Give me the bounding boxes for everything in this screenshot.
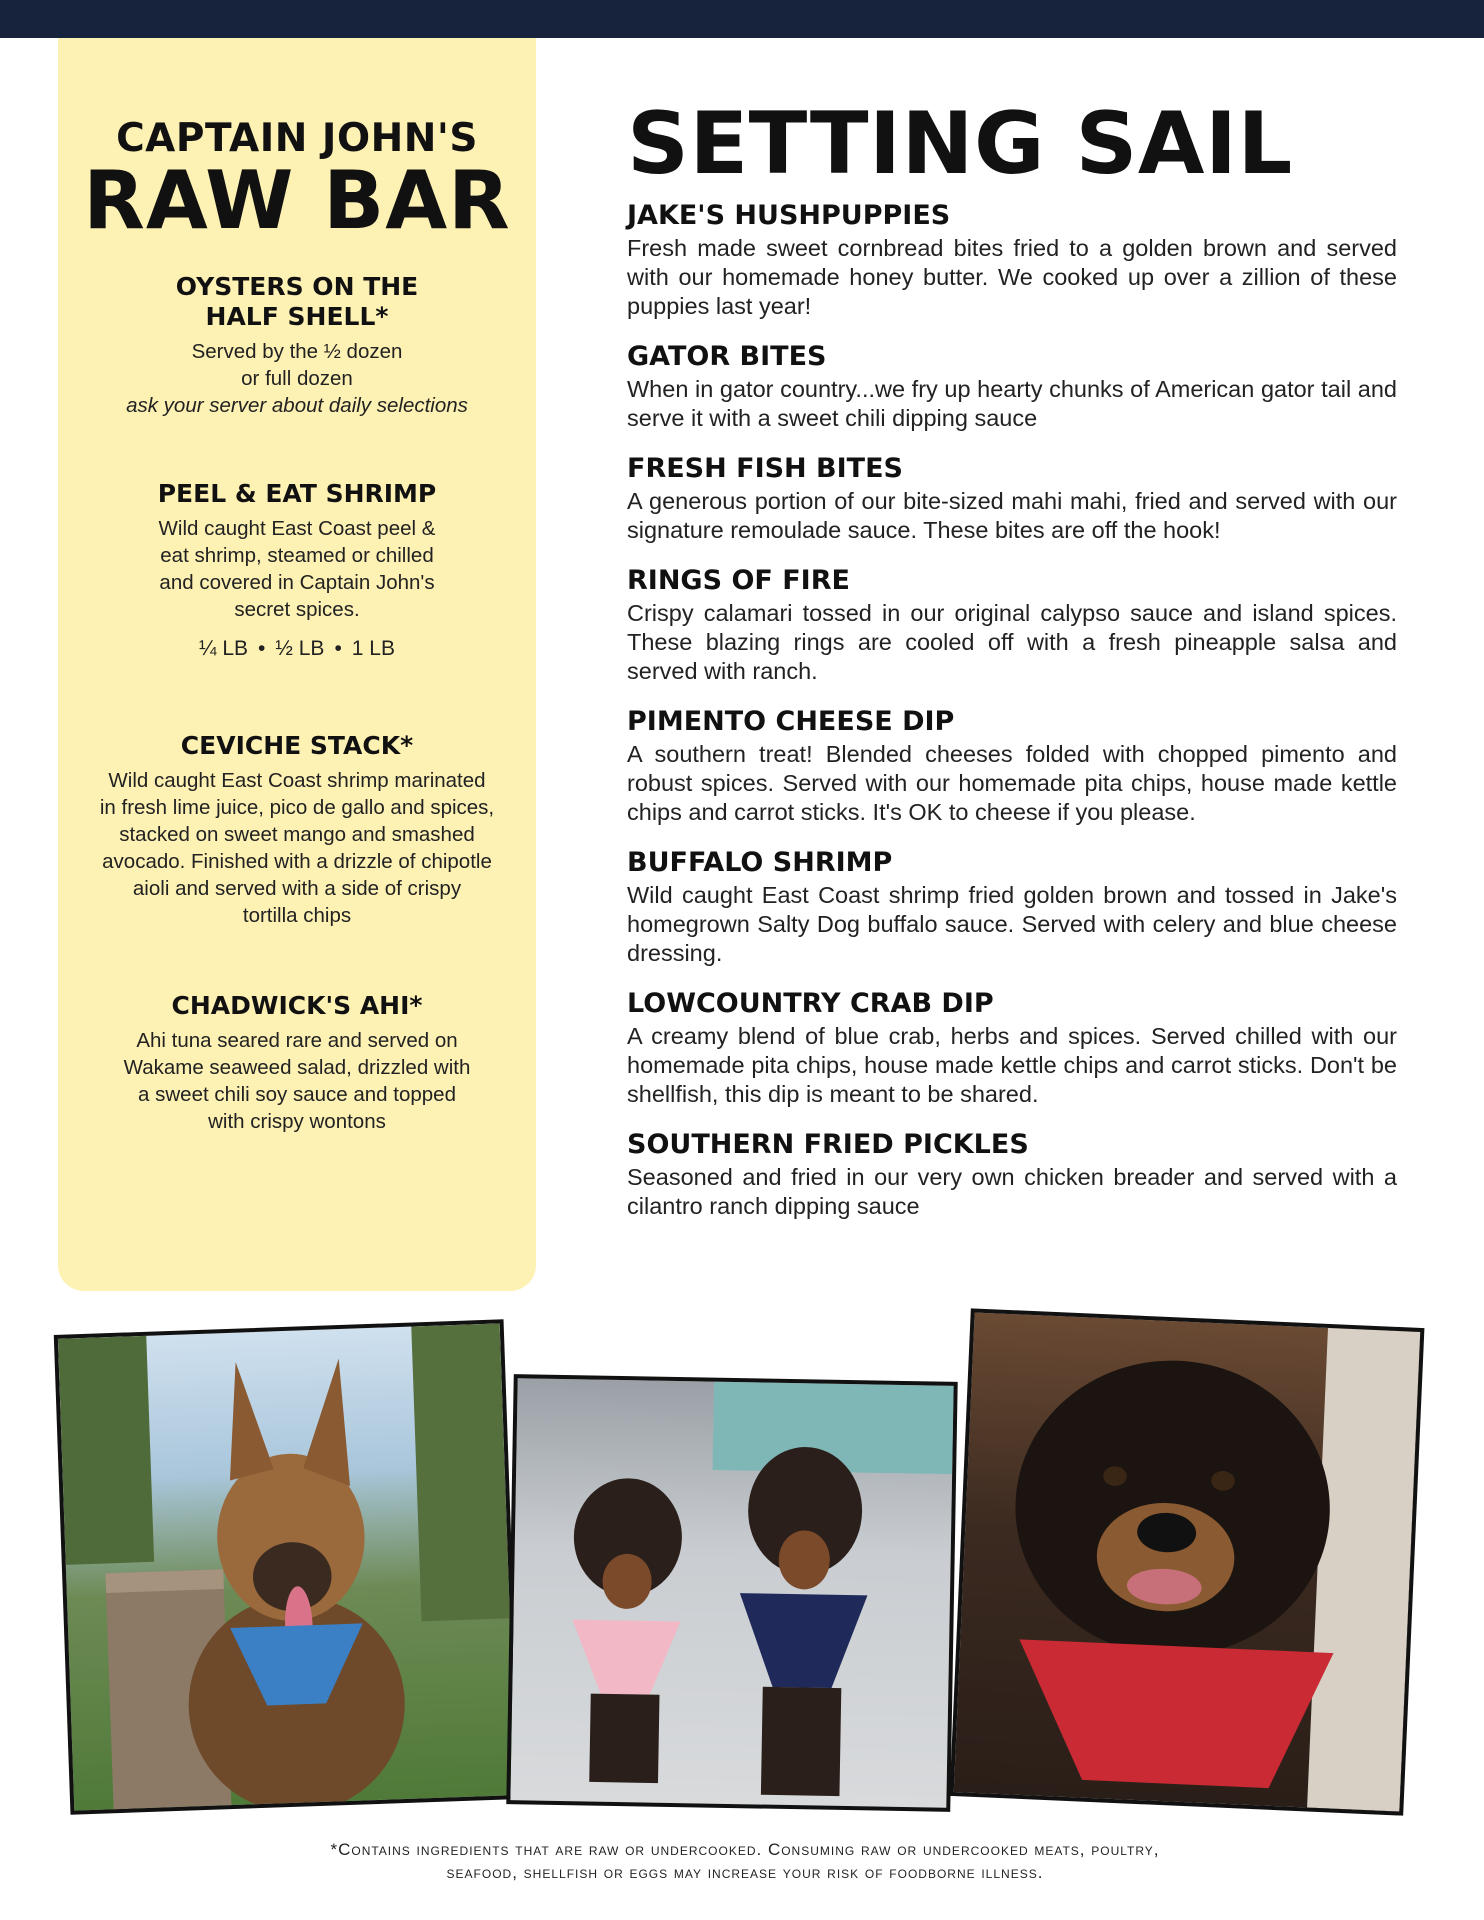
item-name: FRESH FISH BITES [627, 453, 903, 484]
item-name: CHADWICK'S AHI* [171, 991, 423, 1020]
collie-mix-photo [950, 1308, 1425, 1815]
two-dachshunds-photo [506, 1374, 957, 1812]
item-desc: A southern treat! Blended cheeses folded with chopped pimento and robust spices. Served with our homemade pita chips, house made kettle chips and carrot sticks. It's OK to cheese if you please. [627, 741, 1397, 825]
german-shepherd-illustration [58, 1323, 516, 1810]
menu-item [627, 706, 1399, 827]
item-desc: Wild caught East Coast peel & eat shrimp, steamed or chilled and covered in Captain John's secret spices. [158, 517, 436, 621]
item-desc: Wild caught East Coast shrimp fried golden brown and tossed in Jake's homegrown Salty Dog buffalo sauce. Served with celery and blue cheese dressing. [627, 882, 1397, 966]
menu-item [627, 453, 1399, 545]
raw-bar-item-shrimp [58, 479, 536, 661]
raw-bar-title: RAW BAR [83, 154, 511, 247]
item-desc: A creamy blend of blue crab, herbs and spices. Served chilled with our homemade pita chips, house made kettle chips and carrot sticks. Don't be shellfish, this dip is meant to be shared. [627, 1023, 1397, 1107]
raw-bar-supertitle: CAPTAIN JOHN'S [116, 116, 478, 161]
item-desc: Seasoned and fried in our very own chicken breader and served with a cilantro ranch dipping sauce [627, 1164, 1397, 1219]
menu-item [627, 847, 1399, 968]
item-name: RINGS OF FIRE [627, 565, 850, 596]
item-name: SOUTHERN FRIED PICKLES [627, 1129, 1029, 1160]
item-desc: A generous portion of our bite-sized mahi mahi, fried and served with our signature remoulade sauce. These bites are off the hook! [627, 488, 1397, 543]
item-name: PIMENTO CHEESE DIP [627, 706, 955, 737]
item-name: OYSTERS ON THE HALF SHELL* [175, 272, 419, 331]
top-bar [0, 0, 1484, 38]
section-title: SETTING SAIL [627, 94, 1293, 194]
item-note: ask your server about daily selections [126, 394, 468, 417]
collie-mix-illustration [954, 1313, 1421, 1812]
raw-bar-item-oysters [58, 272, 536, 419]
menu-item [627, 200, 1399, 321]
raw-bar-panel [58, 38, 536, 1291]
german-shepherd-photo [54, 1319, 520, 1814]
item-desc: When in gator country...we fry up hearty chunks of American gator tail and serve it with a sweet chili dipping sauce [627, 376, 1397, 431]
item-desc: Fresh made sweet cornbread bites fried to a golden brown and served with our homemade honey butter. We cooked up over a zillion of these puppies last year! [627, 235, 1397, 319]
menu-item [627, 988, 1399, 1109]
item-name: PEEL & EAT SHRIMP [157, 479, 437, 508]
item-desc: Crispy calamari tossed in our original calypso sauce and island spices. These blazing rings are cooled off with a fresh pineapple salsa and served with ranch. [627, 600, 1397, 684]
menu-item [627, 1129, 1399, 1221]
setting-sail-section [627, 94, 1399, 1221]
item-desc: Served by the ½ dozen or full dozen ask your server about daily selections [78, 338, 516, 419]
raw-food-disclaimer: *Contains ingredients that are raw or undercooked. Consuming raw or undercooked meats, poultry, seafood, shellfish or eggs may increase your risk of foodborne illness. [330, 1840, 1160, 1882]
item-name: JAKE'S HUSHPUPPIES [627, 200, 951, 231]
two-dachshunds-illustration [510, 1378, 953, 1808]
item-desc: Ahi tuna seared rare and served on Wakame seaweed salad, drizzled with a sweet chili soy sauce and topped with crispy wontons [123, 1029, 471, 1133]
menu-item [627, 565, 1399, 686]
raw-bar-item-ceviche [58, 731, 536, 929]
raw-bar-item-ahi [58, 991, 536, 1135]
item-name: LOWCOUNTRY CRAB DIP [627, 988, 994, 1019]
size-options: ¼ LB • ½ LB • 1 LB [198, 637, 395, 660]
item-name: CEVICHE STACK* [180, 731, 414, 760]
menu-item [627, 341, 1399, 433]
item-name: GATOR BITES [627, 341, 827, 372]
item-desc: Wild caught East Coast shrimp marinated in fresh lime juice, pico de gallo and spices, stacked on sweet mango and smashed avocado. Finished with a drizzle of chipotle aioli and served with a side of crispy tortilla chips [99, 769, 495, 927]
item-name: BUFFALO SHRIMP [627, 847, 893, 878]
